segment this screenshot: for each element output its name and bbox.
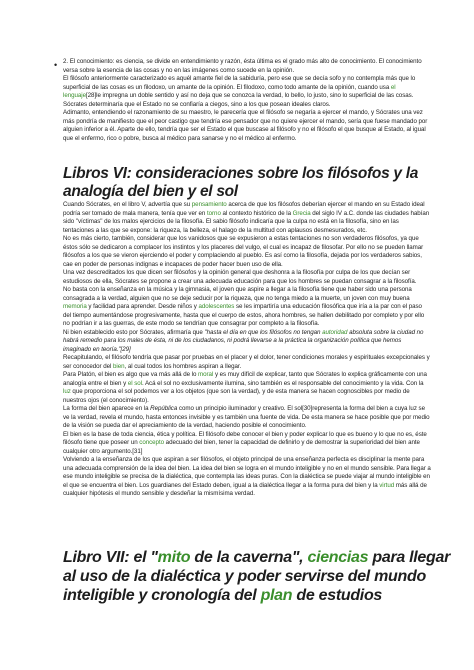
link-autoridad[interactable]: autoridad xyxy=(322,328,348,336)
paragraph: Volviendo a la enseñanza de los que aspiran a ser filósofos, el objeto principal de una enseñanza perfecta es disciplinar la mente para una adecuada comprensión de la idea del bien. La idea del bien se logra en el mundo inteligible y no en el mundo sensible. Para llegar a ese mundo inteligible se precisa de la dialéctica, que contempla las ideas puras. Con la dialéctica se puede viajar al mundo inteligible en el que se encuentra el bien. Los guardianes del Estado deben, igual a la dialéctica llegar a la forma pura del bien y la virtud más allá de cualquier hipótesis el mundo sensible y desdeñar la mismísima verdad. xyxy=(63,456,431,497)
paragraph: Ni bien establecido esto por Sócrates, afirmaría que "hasta el día en que los filósofos no tengan autoridad absoluta sobre la ciudad no habrá remedio para los males de ésta, ni de los ciudadanos, ni podrá llevarse a la práctica la organización política que hemos imaginado en teoría."[29] xyxy=(63,328,424,353)
link-el-sol[interactable]: el sol xyxy=(127,379,142,387)
link-concepto[interactable]: concepto xyxy=(139,439,165,446)
section-libros-vi xyxy=(63,201,431,499)
paragraph: El filósofo anteriormente caracterizado es aquél amante fiel de la sabiduría, pero ese que se decía sofo y no contempla más que lo superficial de las cosas es un filodoxo, un amante de la opinión. El filodoxo, como todo amante de la opinión, cuando usa el lenguaje[28]le impregna un doble sentido y así no deja que se conozca la verdad, lo bello, lo justo, sino lo superficial de las cosas. xyxy=(63,75,416,99)
paragraph: Sócrates determinaría que el Estado no se confiaría a ciegos, sino a los que posean ideales claros. xyxy=(63,100,331,108)
heading-libro-vii: Libro VII: el "mito de la caverna", ciencias para llegar al uso de la dialéctica y poder servirse del mundo inteligible y cronología del plan de estudios xyxy=(63,549,451,604)
paragraph: No es más cierto, también, considerar que los vanidosos que se expusieron a estas tentaciones no son verdaderos filósofos, ya que éstos sólo se dedicaron a complacer los instintos y los placeres del vulgo, el cual es incapaz de filosofar. Por ello no se pueden llamar filósofos a los que se vieron ejerciendo el poder y complaciendo al pueblo. Es así como la filosofía, dejada por los verdaderos sabios, cae en poder de personas indignas e incapaces de poder hacer buen uso de ella. xyxy=(63,235,424,268)
link-grecia[interactable]: Grecia xyxy=(292,209,311,217)
link-ciencias[interactable]: ciencias xyxy=(307,549,369,566)
link-adolescentes[interactable]: adolescentes xyxy=(198,303,235,310)
link-virtud[interactable]: virtud xyxy=(379,481,395,489)
section-knowledge xyxy=(63,58,431,143)
list-bullet: • xyxy=(54,60,58,70)
link-bien[interactable]: bien xyxy=(113,362,125,370)
link-torno[interactable]: torno xyxy=(206,209,221,217)
paragraph: Adimanto, entendiendo el razonamiento de su maestro, le parecería que el filósofo se negaría a ejercer el mando, y Sócrates una vez más pondría de manifiesto que el peor castigo que tendría ese pensador que no quiere ejercer el mando, sería que fuese mandado por alguien inferior a él. Aparte de ello, tendría que ser el Estado el que buscase al filósofo y no el filósofo el que busque al Estado, al igual que el enfermo, rico o pobre, busca al médico para sanarse y no el médico al enfermo. xyxy=(63,109,428,142)
link-mito[interactable]: mito xyxy=(157,549,191,566)
heading-libros-vi: Libros VI: consideraciones sobre los filósofos y la analogía del bien y el sol xyxy=(63,165,419,200)
paragraph: La forma del bien aparece en la República como un principio iluminador y creativo. El sol[30]representa la forma del bien a cuya luz se ve la verdad, revela el mundo, hasta entonces invisible y es también una fuente de vida. De esta manera se hace posible que por medio de la visión se pueda dar el apreciamiento de la verdad, haciendo posible el conocimiento. xyxy=(63,405,430,429)
paragraph: No basta con la enseñanza en la música y la gimnasia, el joven que aspire a llegar a la filosofía tiene que haber sido una persona consagrada a la verdad, alguien que no se deje seducir por la riqueza, que no tenga miedo a la muerte, un joven con muy buena memoria y facilidad para aprender. Desde niños y adolescentes se les impartiría una educación filosófica que iría a la par con el paso del tiempo aumentándose progresivamente, hasta que el cuerpo de estos, ahora hombres, se hallen debilitado por completo y por ello no podrían ir a las guerras, de este modo se tendrían que consagrar por completo a la filosofía. xyxy=(63,286,425,327)
link-luz[interactable]: luz xyxy=(63,388,71,395)
paragraph: Recapitulando, el filósofo tendría que pasar por pruebas en el placer y el dolor, tener condiciones morales y espirituales excepcionales y ser conocedor del bien, al cual todos los hombres aspiran a llegar. xyxy=(63,354,430,370)
quote: "hasta el día en que los filósofos no tengan autoridad absoluta sobre la ciudad no habrá remedio para los males de ésta, ni de los ciudadanos, ni podrá llevarse a la práctica la organización política que hemos imaginado en teoría."[29] xyxy=(63,328,424,353)
link-memoria[interactable]: memoria xyxy=(63,303,87,310)
paragraph: El bien es la base de toda ciencia, ética y política. El filósofo debe conocer el bien y poder explicar lo que es bueno y lo que no es, éste filósofo tiene que poseer un concepto adecuado del bien, tener la capacidad de definirlo y de demostrar la superioridad del bien ante cualquier otro argumento.[31] xyxy=(63,430,427,455)
paragraph: Una vez descreditados los que dicen ser filósofos y la opinión general que deshonra a la filosofía por culpa de los que decían ser estudiosos de ella, Sócrates se propone a crear una adecuada educación para que los hombres se puedan consagrar a la filosofía. xyxy=(63,269,417,285)
paragraph: Para Platón, el bien es algo que va más allá de lo moral y es muy difícil de explicar, tanto que Sócrates lo explica gráficamente con una analogía entre el bien y el sol. Acá el sol no exclusivamente ilumina, sino también es el responsable del conocimiento y la vida. Con la luz que proporciona el sol podemos ver a los objetos (que son la verdad), y de esta manera se hacen cognoscibles por medio de nuestros ojos (el conocimiento). xyxy=(63,371,427,404)
paragraph: 2. El conocimiento: es ciencia, se divide en entendimiento y razón, ésta última es el grado más alto de conocimiento. El conocimiento versa sobre la esencia de las cosas y no en las imágenes como sucede en la opinión. xyxy=(63,58,422,74)
link-pensamiento[interactable]: pensamiento xyxy=(191,201,227,208)
link-moral[interactable]: moral xyxy=(198,371,214,378)
link-plan[interactable]: plan xyxy=(260,587,293,604)
link-el-lenguaje[interactable]: el lenguaje xyxy=(63,83,396,99)
paragraph: Cuando Sócrates, en el libro V, advertía que su pensamiento acerca de que los filósofos deberían ejercer el mando en su Estado ideal podría ser tomado de mala manera, tenía que ver en torno al contexto histórico de la Grecia del siglo IV a.C. donde las ciudades habían sido "víctimas" de los malos ejercicios de la filosofía. El sabio filósofo indicaría que la culpa no está en la filosofía, sino en las tentaciones a las que se expone: la riqueza, la belleza, el halago de la multitud con aplausos desmesurados, etc. xyxy=(63,201,430,234)
